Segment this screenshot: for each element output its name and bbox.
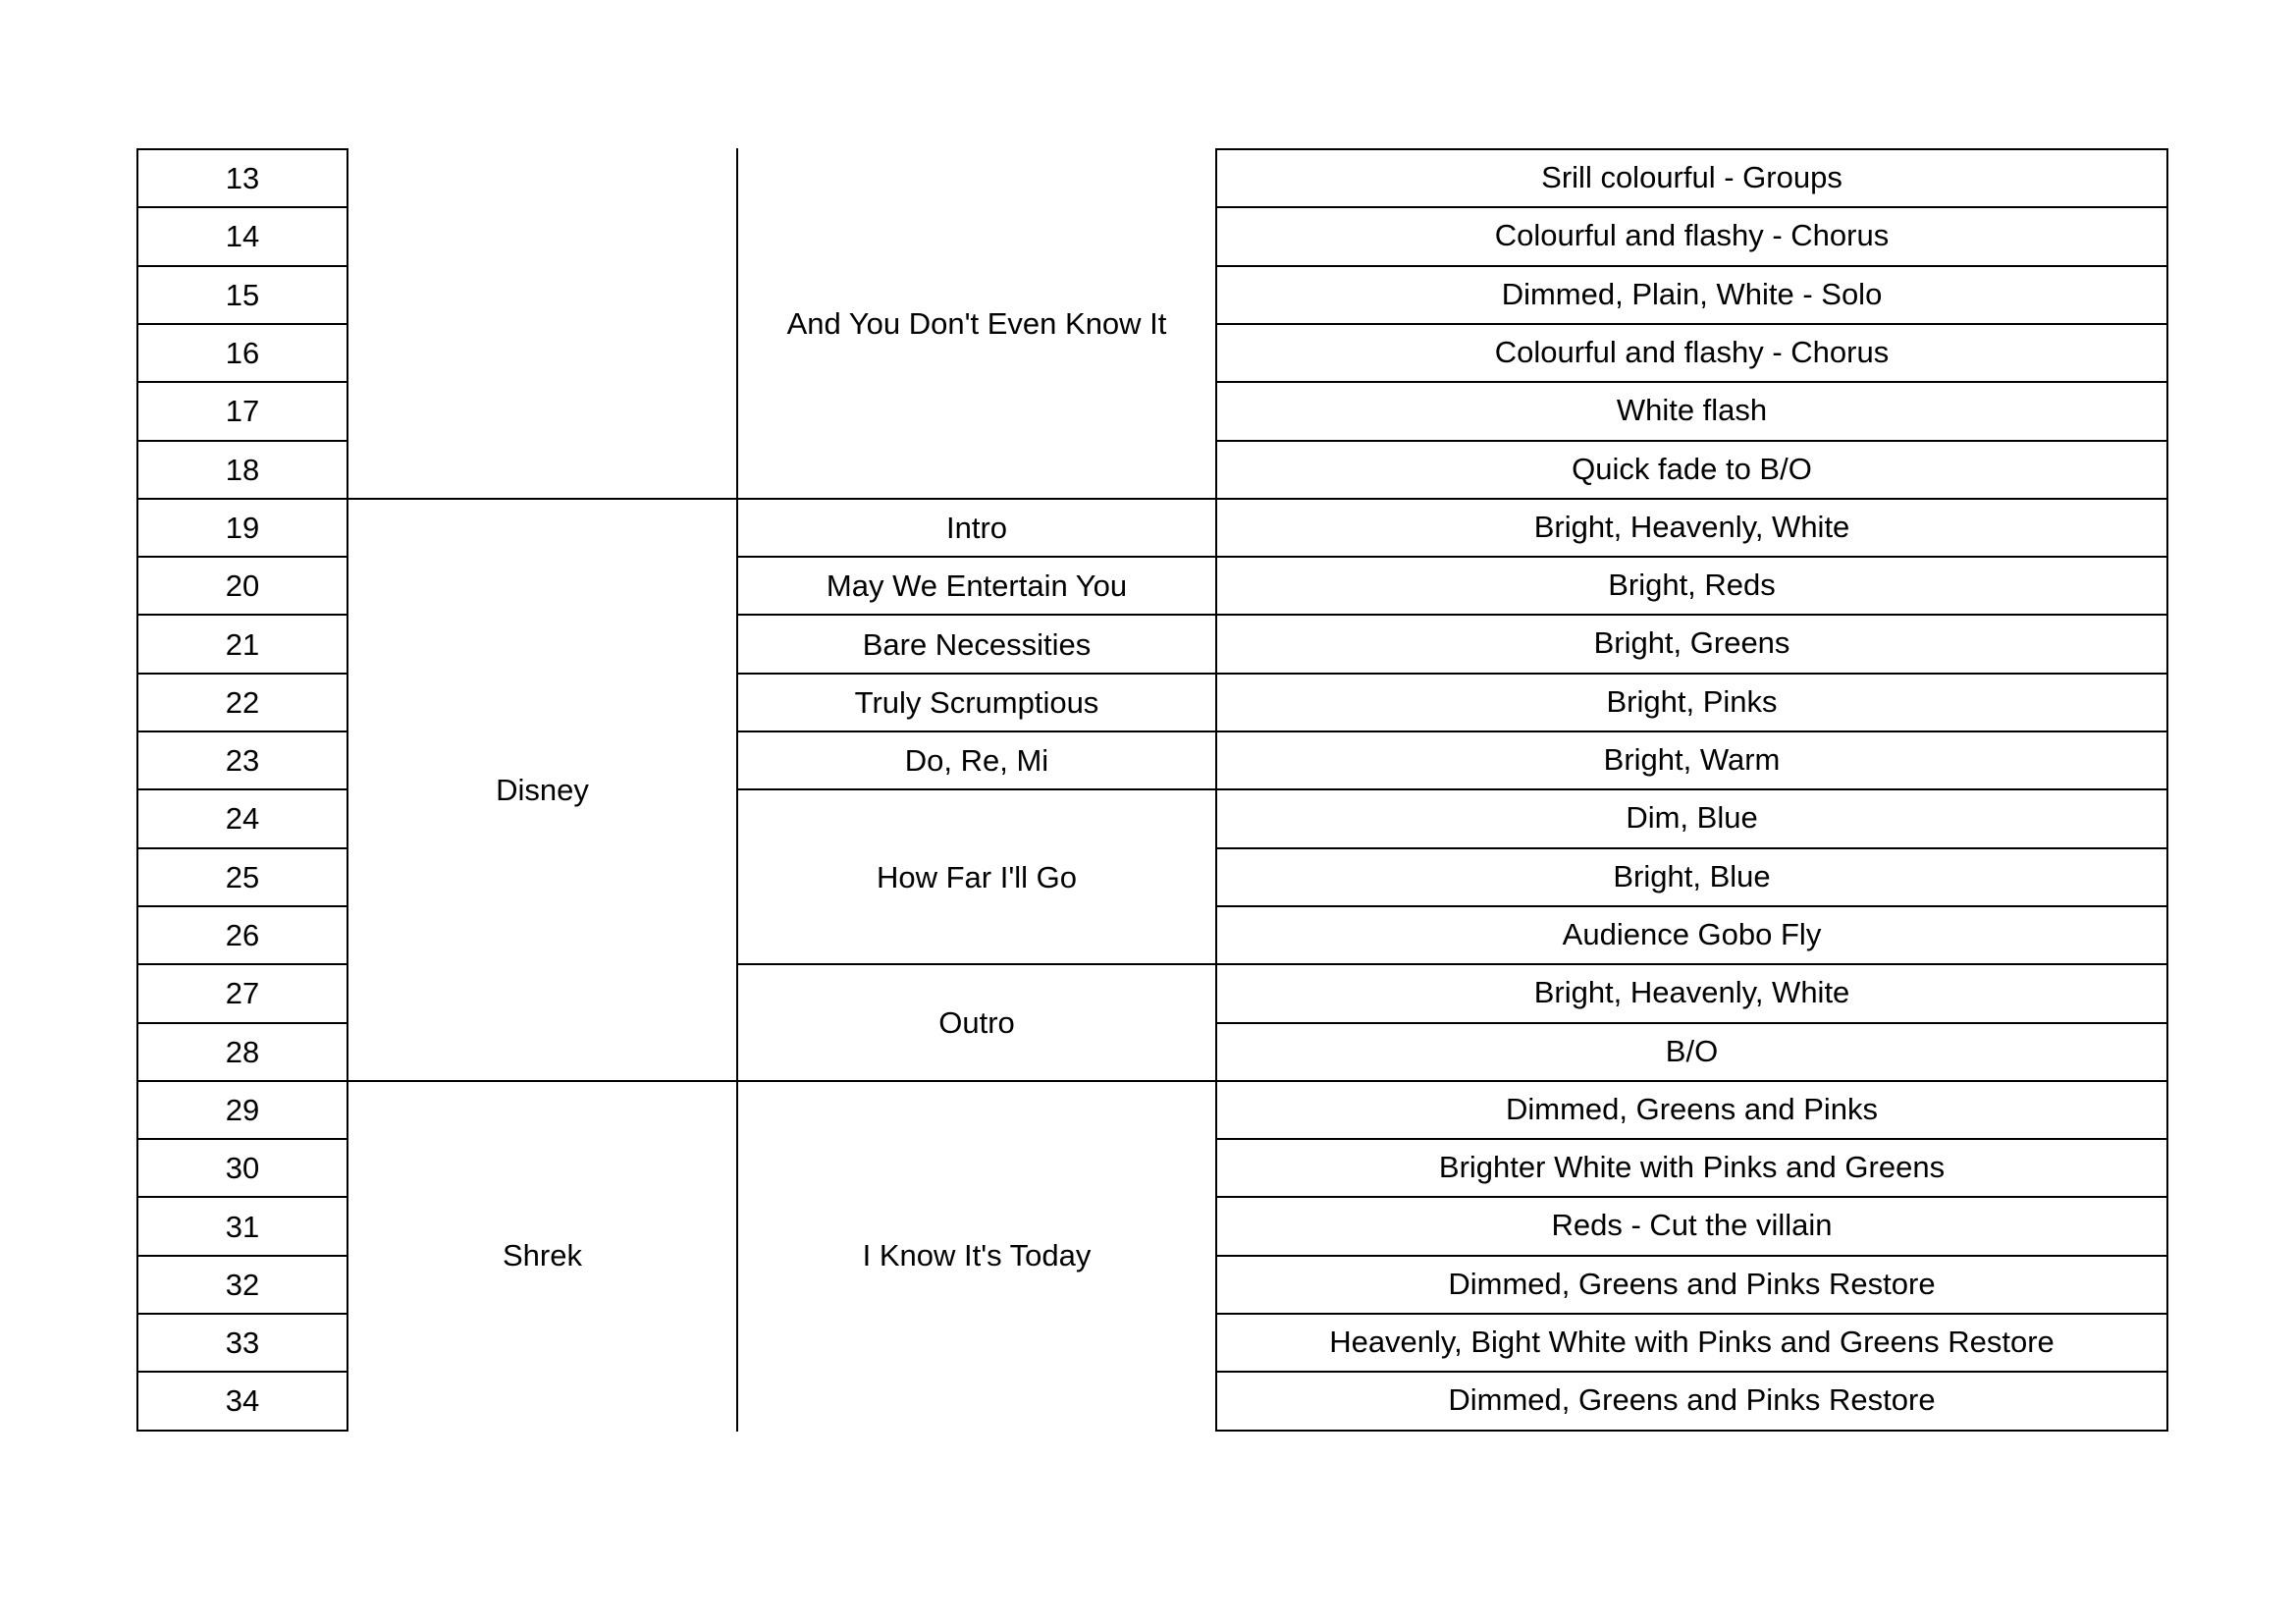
cue-description: Dimmed, Greens and Pinks Restore — [1448, 1382, 1936, 1418]
song-title: Outro — [938, 1004, 1015, 1040]
cue-description: Quick fade to B/O — [1572, 451, 1812, 486]
cue-number: 25 — [225, 859, 260, 894]
cue-description: Bright, Reds — [1608, 568, 1776, 603]
song-title: Bare Necessities — [862, 626, 1092, 662]
cue-description: Bright, Blue — [1613, 858, 1771, 893]
cue-number: 19 — [225, 510, 260, 545]
cue-description: Colourful and flashy - Chorus — [1494, 218, 1890, 253]
song-title: And You Don't Even Know It — [786, 306, 1167, 342]
song-title: How Far I'll Go — [876, 859, 1077, 894]
song-title: I Know It's Today — [862, 1238, 1092, 1273]
cue-number: 14 — [225, 219, 260, 254]
cue-description: Brighter White with Pinks and Greens — [1438, 1150, 1946, 1185]
cue-description: White flash — [1616, 393, 1768, 428]
cue-number: 32 — [225, 1267, 260, 1302]
cue-number: 16 — [225, 336, 260, 371]
cue-description: Heavenly, Bight White with Pinks and Greens Restore — [1329, 1325, 2055, 1359]
cue-number: 33 — [225, 1326, 260, 1361]
cue-description: Reds - Cut the villain — [1551, 1208, 1833, 1243]
cue-number: 13 — [225, 161, 260, 196]
cue-description: Dimmed, Greens and Pinks Restore — [1448, 1266, 1936, 1301]
song-title: Do, Re, Mi — [904, 743, 1049, 779]
cue-number: 34 — [225, 1383, 260, 1419]
cue-description: Dimmed, Greens and Pinks — [1505, 1091, 1879, 1126]
cue-number: 20 — [225, 568, 260, 604]
cue-number: 29 — [225, 1092, 260, 1127]
cue-number: 28 — [225, 1034, 260, 1069]
cue-number: 23 — [225, 743, 260, 779]
cue-number: 17 — [225, 394, 260, 429]
cue-number: 26 — [225, 918, 260, 953]
song-title: May We Entertain You — [826, 568, 1128, 604]
cue-description: Bright, Warm — [1603, 742, 1781, 777]
cue-description: Dimmed, Plain, White - Solo — [1501, 276, 1883, 311]
cue-description: Srill colourful - Groups — [1541, 160, 1842, 194]
cue-description: Dim, Blue — [1626, 800, 1758, 836]
cue-number: 18 — [225, 452, 260, 487]
cue-description: Bright, Greens — [1593, 625, 1790, 661]
song-title: Intro — [945, 510, 1008, 545]
cue-description: Bright, Pinks — [1606, 683, 1778, 719]
cue-description: Bright, Heavenly, White — [1533, 975, 1850, 1010]
section-name: Disney — [496, 772, 589, 807]
cue-number: 15 — [225, 277, 260, 312]
cue-number: 21 — [225, 626, 260, 662]
cue-number: 24 — [225, 801, 260, 837]
cue-number: 30 — [225, 1151, 260, 1186]
cue-number: 22 — [225, 684, 260, 720]
cue-description: Bright, Heavenly, White — [1533, 509, 1850, 544]
cue-number: 31 — [225, 1209, 260, 1244]
section-name: Shrek — [503, 1238, 582, 1273]
song-title: Truly Scrumptious — [854, 684, 1099, 720]
cue-description: Audience Gobo Fly — [1562, 916, 1822, 951]
cue-number: 27 — [225, 976, 260, 1011]
cue-description: B/O — [1665, 1033, 1719, 1068]
cue-description: Colourful and flashy - Chorus — [1494, 334, 1890, 369]
